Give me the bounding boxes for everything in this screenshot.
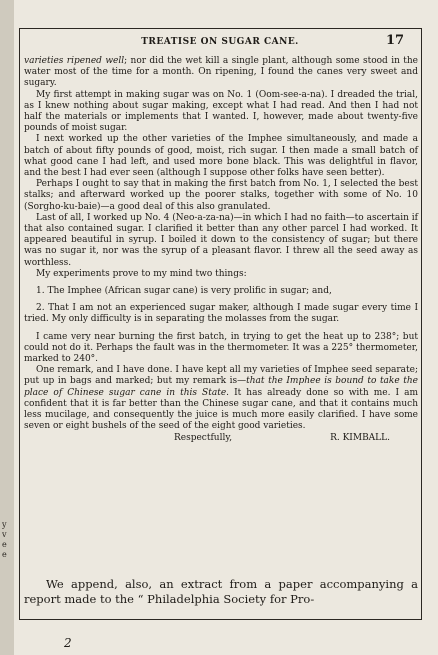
printer-signature-mark: 2 — [64, 636, 72, 650]
closing: Respectfully, — [174, 432, 233, 443]
paragraph-8 — [24, 365, 418, 432]
paragraph-1 — [24, 56, 418, 90]
paragraph-text: It has already done so with me. I am confident that it is far better than the Chinese sugar cane, and that it contains much less mucilage, and consequently the juice is much more easily clarified. I have some seven or eight bushels of the seed of the eight good varieties. — [24, 387, 419, 432]
numbered-item-1: 1. The Imphee (African sugar cane) is very prolific in sugar; and, — [36, 286, 332, 297]
emphasis-text: varieties ripened well — [24, 56, 125, 66]
paragraph-2: My first attempt in making sugar was on No. 1 (Oom-see-a-na). I dreaded the trial, as I knew nothing about sugar making, except what I had read. And then I had not half the materials or implements that I wanted. I, however, made about twenty-five pounds of moist sugar. — [24, 89, 418, 134]
letter-body — [24, 56, 418, 444]
page-number: 17 — [386, 33, 405, 48]
emphasis-text: that the Imphee is bound to take the place of Chinese sugar cane in this State. — [24, 376, 418, 398]
paragraph-text: ; nor did the wet kill a single plant, although some stood in the water most of the time for a month. On ripening, I found the canes very sweet and sugary. — [24, 56, 418, 89]
paragraph-6: My experiments prove to my mind two things: — [36, 268, 247, 279]
appended-paragraph: We append, also, an extract from a paper accompanying a report made to the “ Philadelphia Society for Pro- — [24, 577, 418, 606]
signature: R. KIMBALL. — [330, 432, 390, 443]
running-title: TREATISE ON SUGAR CANE. — [141, 37, 299, 47]
numbered-item-2: 2. That I am not an experienced sugar maker, although I made sugar every time I tried. My only difficulty is in separating the molasses from the sugar. — [24, 303, 418, 325]
paragraph-7: I came very near burning the first batch, in trying to get the heat up to 238°; but could not do it. Perhaps the fault was in the thermometer. It was a 225° thermometer, marked to 240°. — [24, 331, 418, 365]
paragraph-4: Perhaps I ought to say that in making the first batch from No. 1, I selected the best stalks; and afterward worked up the poorer stalks, together with some of No. 10 (Sorgho-ku-baie)—a good deal of this also granulated. — [24, 179, 418, 212]
paragraph-5: Last of all, I worked up No. 4 (Neo-a-za-na)—in which I had no faith—to ascertain if that also contained sugar. I clarified it better than any other parcel I had worked. It appeared beautiful in syrup. I boiled it down to the consistency of sugar; but there was no sugar it, nor was the syrup of a pleasant flavor. I threw all the seed away as worthless. — [24, 212, 418, 268]
margin-marks: y v e e — [2, 520, 7, 559]
appended-extract — [24, 577, 418, 607]
paragraph-3: I next worked up the other varieties of the Imphee simultaneously, and made a batch of about fifty pounds of good, moist, rich sugar. I then made a small batch of what good cane I had left, and used more bone black. This was delightful in flavor, and the best I had ever seen (although I suppose other folks have seen better). — [24, 134, 418, 179]
paragraph-text: One remark, and I have done. I have kept all my varieties of Imphee seed separate; put up in bags and marked; but my remark is— — [24, 365, 418, 387]
signoff-line — [24, 433, 418, 444]
